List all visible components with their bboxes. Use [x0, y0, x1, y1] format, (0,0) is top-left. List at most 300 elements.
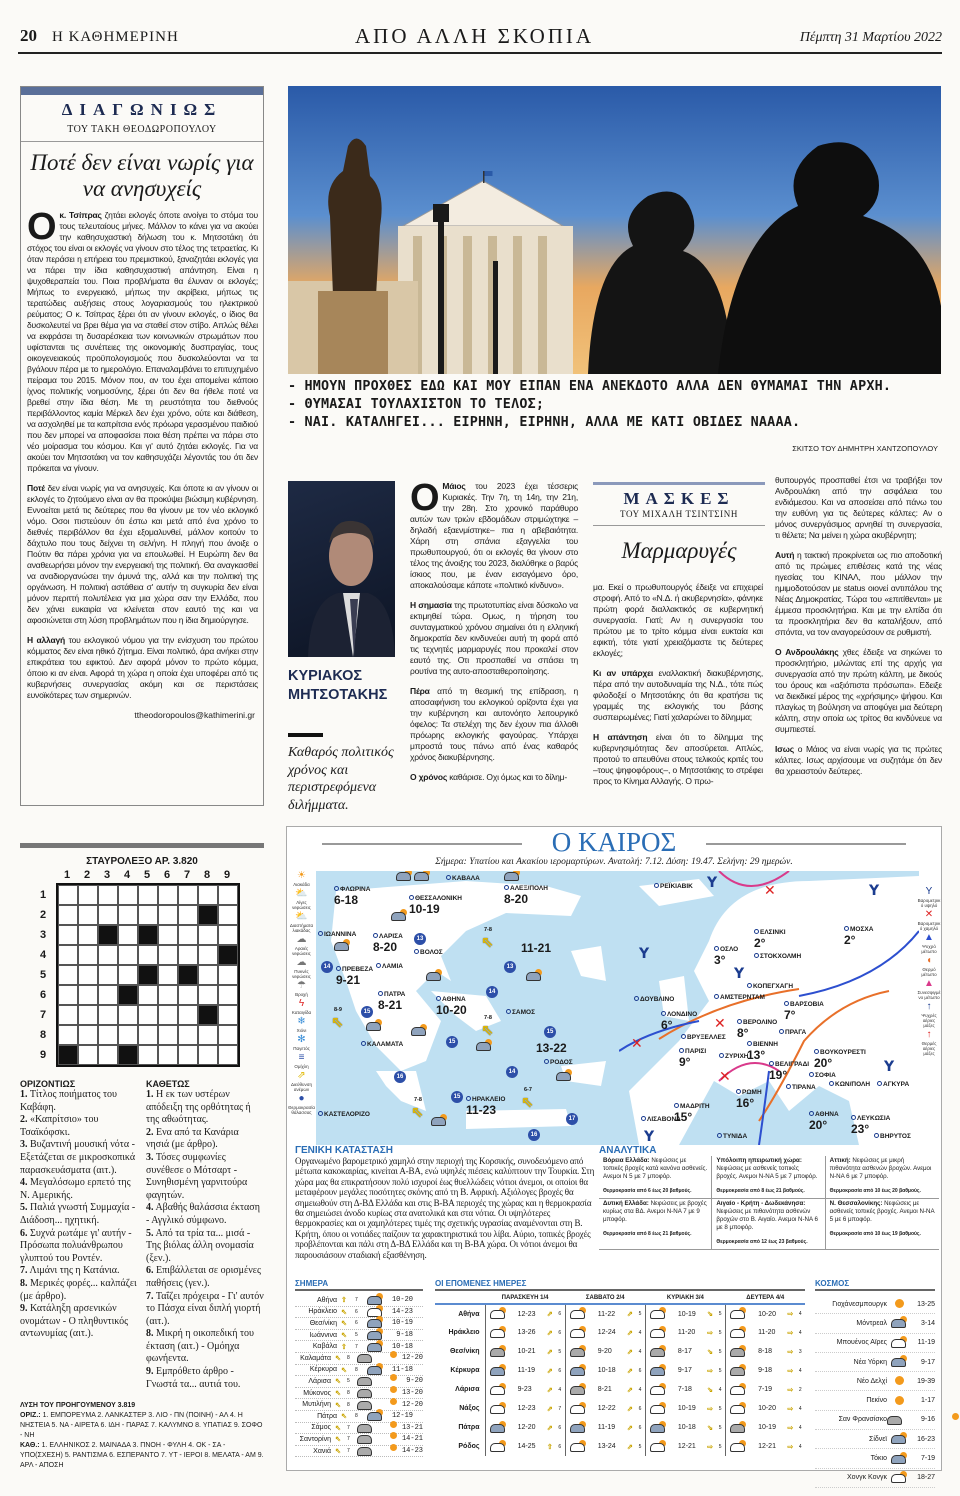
- grid-cell[interactable]: [178, 1025, 198, 1045]
- grid-cell[interactable]: [198, 885, 218, 905]
- map-city-label: [466, 1096, 505, 1117]
- grid-cell[interactable]: [138, 1005, 158, 1025]
- city-name: ΑΜΣΤΕΡΝΤΑΜ: [720, 994, 765, 1001]
- cold-air-icon: ↑: [926, 1001, 932, 1012]
- legend-label: Βαρομετρικό υψηλό: [917, 898, 941, 908]
- grid-cell[interactable]: [78, 985, 98, 1005]
- forecast-region: [599, 1156, 712, 1199]
- paragraph: [410, 772, 578, 783]
- table-row: [435, 1342, 805, 1361]
- paragraph: [593, 582, 763, 659]
- grid-cell[interactable]: [78, 945, 98, 965]
- rain-icon: [367, 1342, 383, 1352]
- clue-number: 2.: [146, 1126, 154, 1138]
- city-marker: [747, 983, 752, 988]
- grid-cell[interactable]: [198, 1045, 218, 1065]
- city-temperature: 10-19: [409, 902, 440, 916]
- city-name: Λάρισα: [455, 1386, 480, 1393]
- grid-cell[interactable]: [58, 905, 78, 925]
- sea-temperature-badge: 16: [394, 1071, 406, 1083]
- clue-number: 8.: [20, 1277, 28, 1289]
- city-name: Τόκιο: [870, 1455, 887, 1463]
- wind-direction-icon: ⇗: [627, 1386, 633, 1394]
- wind-direction-icon: ⇖: [341, 1308, 347, 1316]
- legend-item: [288, 1071, 315, 1092]
- detailed-forecast: [599, 1145, 939, 1250]
- grid-cell[interactable]: [158, 965, 178, 985]
- rain-cloud-icon: [526, 971, 542, 981]
- grid-cell[interactable]: [138, 945, 158, 965]
- wind-direction-icon: ⇘: [707, 1386, 714, 1394]
- city-name: ΒΕΛΙΓΡΑΔΙ: [775, 1061, 810, 1068]
- map-city-label: [376, 963, 403, 970]
- clue: [146, 1291, 264, 1329]
- wind-direction-icon: ⇨: [787, 1443, 794, 1451]
- wind-direction-icon: ⇨: [787, 1329, 794, 1337]
- author-email[interactable]: ttheodoropoulos@kathimerini.gr: [134, 710, 255, 720]
- grid-cell[interactable]: [178, 905, 198, 925]
- temperature: 9-23: [517, 1386, 532, 1393]
- map-city-label: [717, 1133, 747, 1140]
- wind-force: 5: [718, 1405, 722, 1412]
- city-name: ΡΩΜΗ: [742, 1089, 762, 1096]
- city-marker: [736, 1089, 741, 1094]
- wind-direction-icon: ⇨: [787, 1311, 794, 1318]
- wind-force: 6: [638, 1424, 642, 1431]
- paragraph: [775, 647, 942, 735]
- article-column-1: [410, 477, 578, 792]
- table-row: [815, 1314, 935, 1333]
- grid-cell[interactable]: [58, 965, 78, 985]
- paragraph-text: η τακτική προκρίνεται ως πιο αποδοτική από τις πρώιμες επιθέσεις κατά της νέας ηγεσίας του ΚΙΝΑΛ, που μάλλον την ημιμοδοτούσαν με status οιονεί αντιπάλου της Νέας Δημοκρατίας. Τώρα του «επιτίθενται» με έμμεσα προσκλητήρια. Και με την ελπίδα ότι τα προσκλητήρια δεν θα καταλήξουν, από σπόντα, να τον αναγορεύσουν σε ρυθμιστή.: [775, 550, 942, 637]
- wind-force: 5: [718, 1311, 722, 1317]
- partly-cloudy-icon: [367, 1307, 383, 1317]
- map-city-label: [844, 926, 873, 947]
- wind-force: 7: [355, 1297, 358, 1304]
- temperature: 18-27: [917, 1474, 935, 1482]
- grid-cell[interactable]: [78, 1045, 98, 1065]
- temperature: 8-21: [597, 1386, 612, 1393]
- paragraph-text: καθάρισε. Οχι όμως και το δίλημ-: [447, 772, 568, 782]
- city-temperature: 3°: [714, 953, 726, 967]
- city-name: Θεσ/νίκη: [449, 1348, 480, 1355]
- day-header: ΣΑΒΒΑΤΟ 2/4: [565, 1295, 645, 1304]
- city-marker: [877, 1081, 882, 1086]
- paragraph-text: δεν είναι νωρίς για να ανησυχείς. Και όποτε κι αν γίνουν οι εκλογές το ζητούμενο είναι αν θα προκύψει βιώσιμη κυβέρνηση. Εννοείται μετά τις δεύτερες που θα γίνουν με τον νέο εκλογικό νόμο. Οσοι πιστεύουν ότι έστω και μετά από ένα χρόνο το διεθνές περιβάλλον θα έχει εξομαλυνθεί, μάλλον κοιτούν το δάχτυλο που τους δείχνει τη σελήνη. Η πληγή που άνοιξε ο Πούτιν θα πάρει χρόνια για να επουλωθεί. Η Ευρώπη δεν θα αναθεωρήσει μόνον την ενεργειακή της πολιτική. Θα αναγκασθεί να αναδιοργανώσει την άμυνά της, αλλά και την πολιτική της οργάνωση. Η πολιτική αστάθεια σ' αυτήν τη συγκυρία δεν είναι μόνον περιττή πολυτέλεια για μια χώρα σαν την Ελλάδα, που δεν χάνει ευκαιρία να κλείνεται στον εαυτό της και να αφοσιώνεται στη λύση προβλημάτων που η ίδια δημιούργησε.: [27, 483, 258, 625]
- grid-cell[interactable]: [198, 985, 218, 1005]
- row-number: 9: [40, 1049, 47, 1061]
- grid-cell[interactable]: [118, 965, 138, 985]
- clue-number: 5.: [20, 1202, 28, 1214]
- wind-direction-icon: ⇗: [546, 1405, 553, 1413]
- wind-force: 7-8: [414, 1097, 422, 1103]
- grid-cell[interactable]: [98, 945, 118, 965]
- partly-cloudy-icon: [730, 1442, 746, 1452]
- grid-cell[interactable]: [118, 945, 138, 965]
- paragraph: [410, 477, 578, 591]
- grid-cell[interactable]: [138, 985, 158, 1005]
- wind-force: 2: [798, 1386, 802, 1393]
- grid-cell[interactable]: [98, 885, 118, 905]
- grid-cell[interactable]: [218, 965, 238, 985]
- wind-force: 5: [718, 1367, 722, 1374]
- wind-force: 7: [347, 1448, 350, 1455]
- grid-cell[interactable]: [58, 945, 78, 965]
- city-marker: [714, 946, 719, 951]
- clue: [20, 1278, 138, 1303]
- grid-cell[interactable]: [178, 885, 198, 905]
- grid-cell[interactable]: [158, 925, 178, 945]
- wind-direction-icon: ⇨: [787, 1348, 794, 1356]
- grid-cell[interactable]: [58, 1025, 78, 1045]
- table-row: [435, 1380, 805, 1399]
- region-temperature: Θερμοκρασία από 8 έως 21 βαθμούς.: [716, 1188, 805, 1194]
- region-name: Βόρεια Ελλάδα:: [603, 1157, 650, 1164]
- legend-item: [917, 956, 941, 977]
- high-pressure-icon: Y: [734, 966, 745, 982]
- city-name: ΚΩΝ/ΠΟΛΗ: [835, 1081, 871, 1088]
- legend-label: Συνεσφιγμένο μέτωπο: [917, 990, 941, 1000]
- city-marker: [786, 1084, 791, 1089]
- grid-cell[interactable]: [158, 985, 178, 1005]
- paragraph-text: μα. Εκεί ο πρωθυπουργός έδειξε να επιχειρεί στροφή. Από το «Ν.Δ. ή ακυβερνησία», φάνηκε πρώτη φορά διαλλακτικός σε κυβερνητική συνεργασία. Γιατί; Αν η συνεργασία του πρώτου με το τρίτο κόμμα είναι ευκταία και εφικτή, τότε γιατί χρειαζόμαστε τις δεύτερες εκλογές;: [593, 582, 763, 658]
- clue: [20, 1265, 138, 1278]
- legend-label: Ψυχρό μέτωπο: [921, 944, 937, 954]
- sea-temperature-badge: 14: [486, 986, 498, 998]
- wind-direction-icon: ⇖: [341, 1366, 347, 1374]
- map-city-label: [747, 983, 793, 990]
- legend-item: [288, 999, 315, 1015]
- region-temperature: Θερμοκρασία από 10 έως 19 βαθμούς.: [829, 1231, 921, 1237]
- temperature: 12-21: [758, 1443, 776, 1450]
- city-marker: [754, 929, 759, 934]
- grid-cell[interactable]: [198, 945, 218, 965]
- city-name: ΙΩΑΝΝΙΝΑ: [324, 931, 357, 938]
- crossword-bar: [20, 843, 264, 848]
- rain-icon: [650, 1423, 666, 1433]
- snow-icon: ❄: [297, 1016, 306, 1027]
- row-numbers: [40, 885, 46, 1065]
- grid-cell[interactable]: [58, 925, 78, 945]
- clue-number: 6.: [20, 1227, 28, 1239]
- map-city-label: [736, 1089, 762, 1110]
- black-cell: [138, 965, 158, 985]
- city-name: ΜΟΣΧΑ: [850, 926, 874, 933]
- wind-direction-icon: ⇨: [707, 1329, 714, 1337]
- city-name: ΜΑΔΡΙΤΗ: [680, 1103, 710, 1110]
- wind-force: 7: [347, 1424, 350, 1431]
- grid-cell[interactable]: [158, 885, 178, 905]
- table-row: [295, 1341, 423, 1353]
- wind-arrow-icon: ⇖ 7-8: [411, 1097, 424, 1121]
- portrait-photo: [288, 481, 395, 657]
- clue: [146, 1127, 264, 1152]
- few-clouds-icon: ⛅: [295, 888, 308, 899]
- legend-item: [288, 871, 315, 887]
- sea-temperature-badge: 17: [566, 1113, 578, 1125]
- city-name: ΒΕΡΟΛΙΝΟ: [743, 1019, 778, 1026]
- grid-cell[interactable]: [78, 905, 98, 925]
- sky-cell: [485, 1323, 517, 1342]
- grid-cell[interactable]: [78, 1005, 98, 1025]
- grid-cell[interactable]: [98, 1025, 118, 1045]
- column-number: 4: [123, 869, 131, 881]
- wind-force: 8: [347, 1401, 350, 1408]
- sky-cell: [485, 1304, 517, 1323]
- grid-cell[interactable]: [58, 885, 78, 905]
- forecast-region: [599, 1199, 712, 1250]
- table-row: [295, 1423, 423, 1435]
- rain-cloud-icon: [334, 941, 350, 951]
- table-row: [435, 1399, 805, 1418]
- grid-cell[interactable]: [98, 905, 118, 925]
- wind-direction-icon: ⇗: [546, 1386, 553, 1394]
- temperature: 10-19: [677, 1405, 696, 1412]
- table-row: [435, 1361, 805, 1380]
- crossword-clues: [20, 1079, 264, 1391]
- grid-cell[interactable]: [218, 1005, 238, 1025]
- city-name: Αθήνα: [458, 1310, 480, 1318]
- partly-cloudy-icon: [650, 1385, 666, 1395]
- region-name: Ν. Θεσσαλονίκης:: [829, 1200, 883, 1207]
- temperature: 14-23: [401, 1447, 423, 1456]
- city-temperature: 15°: [674, 1110, 693, 1124]
- black-cell: [198, 905, 218, 925]
- legend-label: Παγετός: [293, 1046, 310, 1051]
- table-row: [435, 1418, 805, 1437]
- grid-cell[interactable]: [178, 1045, 198, 1065]
- temperature: 1-17: [920, 1397, 935, 1405]
- wind-force: 6-7: [524, 1087, 532, 1093]
- temperature: 14-21: [401, 1435, 423, 1444]
- clue: [146, 1152, 264, 1202]
- day-header: ΠΑΡΑΣΚΕΥΗ 1/4: [485, 1295, 565, 1304]
- paragraph-text: εναλλακτική διακυβέρνησης, πέρα από την αυτοδυναμία της Ν.Δ., τότε πώς φιλοδοξεί ο Μητσοτάκης ότι θα κρατήσει τις γραμμές της εκλογικής του βάσης συσπειρωμένες; Γιατί χαλαρώνει το δίλημμα;: [593, 668, 763, 722]
- rain-cloud-icon: [411, 1026, 427, 1036]
- map-city-label: [754, 953, 801, 960]
- cloudy-icon: [490, 1347, 506, 1357]
- city-marker: [446, 875, 451, 880]
- grid-cell[interactable]: [78, 885, 98, 905]
- grid-cell[interactable]: [78, 965, 98, 985]
- grid-cell[interactable]: [98, 965, 118, 985]
- map-city-label: [414, 949, 443, 956]
- grid-cell[interactable]: [118, 925, 138, 945]
- city-marker: [754, 953, 759, 958]
- map-city-label: [714, 946, 738, 967]
- clue-text: Η εκ των υστέρων απόδειξη της ορθότητας ή της αθωότητας.: [146, 1089, 251, 1126]
- partly-cloudy-icon: [891, 1473, 907, 1483]
- city-marker: [681, 1034, 686, 1039]
- row-number: 6: [40, 989, 47, 1001]
- grid-cell[interactable]: [198, 965, 218, 985]
- grid-cell[interactable]: [98, 1045, 118, 1065]
- legend-item: [917, 933, 941, 954]
- down-title: ΚΑΘΕΤΩΣ: [146, 1079, 190, 1089]
- legend-item: [288, 935, 315, 956]
- column-numbers: [57, 869, 264, 881]
- clue: [146, 1228, 264, 1266]
- weather-title: Ο ΚΑΙΡΟΣ: [287, 827, 941, 858]
- paragraph-text: ο Μάιος να είναι νωρίς για τις πρώτες κάλπες. Ισως αρχίσουμε να συζητάμε ότι δεν θα χρειαστούν δεύτερες.: [775, 744, 942, 776]
- paragraph-text: του εκλογικού νόμου για την ενίσχυση του πρώτου κόμματος δεν είναι ηθικό ζήτημα. Είναι πολιτικό, άρα ανήκει στην επικράτεια του εφικτού. Δεν αφορά μόνον το πρώτο κόμμα, όποιο κι αν είναι. Αφορά τη χώρα η οποία έχει υποφέρει από τις κυβερνήσεις συνεργασίας ακόμη και σε περιστάσεις ευνοϊκότερες των σημερινών.: [27, 635, 259, 700]
- map-city-label: [506, 1009, 535, 1016]
- grid-cell[interactable]: [78, 925, 98, 945]
- low-pressure-icon: ✕: [764, 883, 776, 899]
- table-row: [295, 1318, 423, 1330]
- city-marker: [814, 1049, 819, 1054]
- legend-label: Θερμοκρασία θάλασσας: [288, 1105, 315, 1115]
- city-name: Νέο Δελχί: [856, 1377, 887, 1385]
- sky-cell: [887, 1454, 911, 1464]
- grid-cell[interactable]: [138, 1045, 158, 1065]
- crossword: [20, 843, 264, 1471]
- grid-cell[interactable]: [118, 905, 138, 925]
- row-number: 7: [40, 1009, 47, 1021]
- city-marker: [654, 883, 659, 888]
- city-temperature: 20°: [809, 1118, 828, 1132]
- temperature: 10-20: [758, 1310, 776, 1318]
- wind-force: 6: [558, 1367, 562, 1374]
- city-name: Μπουένος Αϊρες: [836, 1339, 887, 1347]
- grid-cell[interactable]: [158, 905, 178, 925]
- legend-label: Βροχή: [295, 992, 308, 997]
- grid-cell[interactable]: [158, 1025, 178, 1045]
- wind-arrow-icon: ⇖ 7-8: [481, 1015, 494, 1039]
- paragraph: [27, 483, 258, 626]
- grid-cell[interactable]: [218, 1045, 238, 1065]
- cloudy-icon: [570, 1347, 586, 1357]
- wind-direction-icon: ⇗: [627, 1311, 633, 1318]
- legend-item: [288, 912, 315, 933]
- world-forecast: [815, 1279, 935, 1488]
- table-row: [815, 1430, 935, 1449]
- city-marker: [318, 1111, 323, 1116]
- paragraph-lead: Κι αν υπάρχει: [593, 668, 654, 678]
- city-temperature: 9°: [679, 1055, 691, 1069]
- grid-cell[interactable]: [98, 1005, 118, 1025]
- temperature: 16-23: [917, 1435, 935, 1443]
- temperature: 13-20: [401, 1389, 423, 1398]
- map-city-label: [681, 1034, 726, 1041]
- legend-label: Διεύθυνση ανέμων: [291, 1082, 312, 1092]
- column-author: ΤΟΥ ΜΙΧΑΛΗ ΤΣΙΝΤΣΙΝΗ: [620, 509, 738, 519]
- article-headline: Ποτέ δεν είναι νωρίς για να ανησυχείς: [30, 150, 254, 201]
- grid-cell[interactable]: [98, 985, 118, 1005]
- paragraph-lead: Πέρα: [410, 686, 430, 696]
- grid-cell[interactable]: [158, 1045, 178, 1065]
- sky-cell: [887, 1396, 911, 1406]
- column-number: 9: [223, 869, 231, 881]
- grid-cell[interactable]: [178, 945, 198, 965]
- clue-text: Από τα τρία τα... μισά - Της βιόλας άλλη ονομασία (ξεν.).: [146, 1227, 254, 1264]
- temperature: 13-24: [597, 1443, 616, 1450]
- paragraph: [410, 686, 578, 763]
- table-row: [295, 1399, 423, 1411]
- wind-direction-icon: ⇗: [627, 1329, 633, 1337]
- grid-cell[interactable]: [58, 985, 78, 1005]
- cloudy-icon: [357, 1434, 397, 1444]
- wind-direction-icon: ⇗: [627, 1443, 633, 1451]
- grid-cell[interactable]: [178, 1005, 198, 1025]
- partly-cloudy-icon: [650, 1404, 666, 1414]
- city-name: ΑΓΚΥΡΑ: [883, 1081, 910, 1088]
- paragraph: [27, 206, 258, 474]
- grid-cell[interactable]: [158, 945, 178, 965]
- cloudy-icon: [730, 1366, 746, 1376]
- sun-icon: ☀: [297, 871, 306, 881]
- dense-clouds-icon: ☁: [296, 957, 307, 968]
- city-name: ΑΘΗΝΑ: [815, 1111, 839, 1118]
- grid-cell[interactable]: [78, 1025, 98, 1045]
- caption-line: - ΝΑΙ. ΚΑΤΑΛΗΓΕΙ... ΕΙΡΗΝΗ, ΕΙΡΗΝΗ, ΑΛΛΑ ΜΕ ΚΑΤΙ ΟΒΙΔΕΣ ΝΑΑΑΑ.: [288, 415, 801, 430]
- grid-cell[interactable]: [218, 1025, 238, 1045]
- person-name-text: ΚΥΡΙΑΚΟΣ ΜΗΤΣΟΤΑΚΗΣ: [288, 668, 388, 703]
- wind-force: 6: [558, 1443, 562, 1450]
- table-row: [815, 1334, 935, 1353]
- wind-force: 8: [355, 1413, 358, 1420]
- grid-cell[interactable]: [138, 885, 158, 905]
- high-pressure-icon: Y: [707, 875, 718, 891]
- grid-cell[interactable]: [218, 925, 238, 945]
- grid-cell[interactable]: [118, 1025, 138, 1045]
- temperature: 10-21: [517, 1348, 536, 1355]
- grid-cell[interactable]: [178, 985, 198, 1005]
- clue-text: Ενα από τα Κανάρια νησιά (με άρθρο).: [146, 1126, 239, 1151]
- wind-force: 7: [558, 1405, 562, 1412]
- sky-cell: [725, 1399, 757, 1418]
- sky-cell: [887, 1415, 911, 1425]
- grid-cell[interactable]: [118, 885, 138, 905]
- sky-cell: [485, 1342, 517, 1361]
- caption-line: - ΗΜΟΥΝ ΠΡΟΧΘΕΣ ΕΔΩ ΚΑΙ ΜΟΥ ΕΙΠΑΝ ΕΝΑ ΑΝΕΚΔΟΤΟ ΑΛΛΑ ΔΕΝ ΘΥΜΑΜΑΙ ΤΗΝ ΑΡΧΗ.: [288, 379, 892, 394]
- wind-direction-icon: ⇗: [627, 1405, 633, 1413]
- paragraph-lead: Η απάντηση: [593, 732, 648, 742]
- grid-cell[interactable]: [138, 905, 158, 925]
- wind-force: 4: [798, 1405, 802, 1412]
- wind-direction-icon: ⇗: [546, 1367, 553, 1375]
- clue-number: 7.: [146, 1290, 154, 1302]
- city-marker: [719, 1053, 724, 1058]
- grid-cell[interactable]: [218, 885, 238, 905]
- grid-cell[interactable]: [58, 1005, 78, 1025]
- grid-cell[interactable]: [198, 925, 218, 945]
- city-marker: [334, 886, 339, 891]
- city-name: ΒΙΕΝΝΗ: [753, 1041, 778, 1048]
- grid-cell[interactable]: [138, 1025, 158, 1045]
- grid-cell[interactable]: [118, 1005, 138, 1025]
- sky-cell: [565, 1437, 597, 1456]
- city-name: ΡΕΪΚΙΑΒΙΚ: [660, 883, 693, 890]
- grid-cell[interactable]: [218, 985, 238, 1005]
- grid-cell[interactable]: [218, 905, 238, 925]
- map-city-label: [361, 1041, 403, 1048]
- wind-direction-icon: ⇧: [341, 1343, 347, 1351]
- grid-cell[interactable]: [158, 1005, 178, 1025]
- sky-cell: [645, 1304, 677, 1323]
- region-text: Νεφώσεις με μικρή πιθανότητα ασθενών βροχών. Ανεμοι Ν-ΝΑ 6 με 7 μποφόρ.: [829, 1157, 932, 1180]
- city-name: ΒΡΥΞΕΛΛΕΣ: [687, 1034, 726, 1041]
- rain-cloud-icon: [414, 871, 430, 881]
- clue-text: Παλιά γνωστή Συμμαχία - Διάδοση... ηχητική.: [20, 1202, 136, 1226]
- grid-cell[interactable]: [198, 1025, 218, 1045]
- city-marker: [747, 1041, 752, 1046]
- rain-cloud-icon: [396, 871, 412, 881]
- legend-item: [288, 958, 315, 979]
- grid-cell[interactable]: [178, 925, 198, 945]
- partly-cloudy-icon: [891, 1338, 907, 1348]
- partly-cloudy-icon: [570, 1404, 586, 1414]
